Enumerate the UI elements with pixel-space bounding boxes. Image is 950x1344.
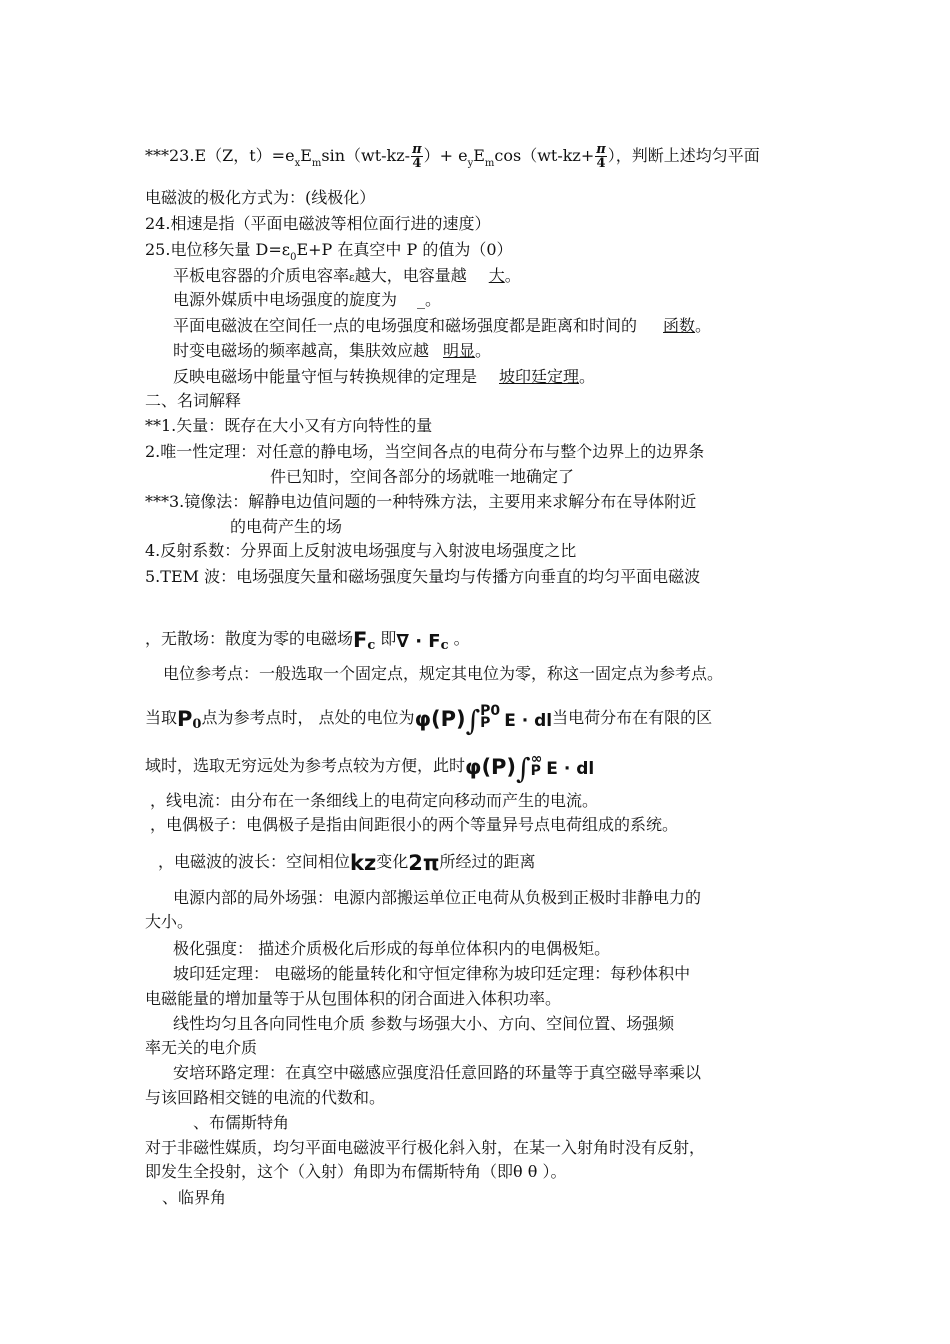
def-linear-medium-1: 线性均匀且各向同性电介质 参数与场强大小、方向、空间位置、场强频 <box>173 1014 675 1033</box>
fill-text: 。 <box>695 316 712 335</box>
def-ampere-2: 与该回路相交链的电流的代数和。 <box>145 1088 386 1107</box>
math-kz: kz <box>350 851 377 875</box>
brewster-title: 、布儒斯特角 <box>193 1113 290 1132</box>
q23-sub-m: m <box>484 158 495 169</box>
q23-line1 <box>145 143 760 170</box>
fill-answer: 坡印廷定理 <box>499 367 580 386</box>
def-dipole: ，电偶极子：电偶极子是指由间距很小的两个等量异号点电荷组成的系统。 <box>150 815 679 834</box>
q25-text: E+P 在真空中 P 的值为（0） <box>296 240 513 259</box>
def-image-method-2: 的电荷产生的场 <box>230 517 343 536</box>
brewster-1: 对于非磁性媒质，均匀平面电磁波平行极化斜入射，在某一入射角时没有反射， <box>145 1138 706 1157</box>
fill-curl <box>173 290 441 310</box>
def-uniqueness-2: 件已知时，空间各部分的场就唯一地确定了 <box>270 467 575 486</box>
def-text: 所经过的距离 <box>439 852 536 871</box>
fill-answer: _ <box>417 290 426 309</box>
section-heading: 二、名词解释 <box>145 391 242 410</box>
math-F: F <box>353 628 368 652</box>
def-uniqueness-1: 2.唯一性定理：对任意的静电场，当空间各点的电荷分布与整个边界上的边界条 <box>145 442 705 461</box>
integral-icon: ∫ <box>516 752 531 785</box>
q23-text: E <box>473 146 485 165</box>
fill-text: 。 <box>579 367 596 386</box>
q25-text: 25.电位移矢量 D=ε <box>145 240 291 259</box>
epsilon-symbol: ε <box>349 271 355 284</box>
brewster-2: 即发生全投射，这个（入射）角即为布儒斯特角（即θ θ ）。 <box>145 1162 567 1181</box>
frac-num: π <box>596 142 606 157</box>
math-sub-c: c <box>440 638 449 653</box>
fill-text: 。 <box>504 266 521 285</box>
math-sub-c: c <box>367 638 376 653</box>
fill-text: 电源外媒质中电场强度的旋度为 <box>173 290 398 309</box>
q23-text: sin（wt-kz- <box>321 146 411 165</box>
math-P: P <box>177 707 193 731</box>
math-integrand: E · dl <box>504 711 553 731</box>
math-sub-0: 0 <box>192 717 202 732</box>
fill-answer: 函数 <box>663 316 696 335</box>
def-linear-medium-2: 率无关的电介质 <box>145 1038 258 1057</box>
def-tem: 5.TEM 波：电场强度矢量和磁场强度矢量均与传播方向垂直的均匀平面电磁波 <box>145 567 701 586</box>
fill-text: 越大，电容量越 <box>354 266 467 285</box>
lower-limit: P <box>480 715 491 731</box>
frac-den: 4 <box>596 156 606 171</box>
lower-limit: P <box>530 763 541 779</box>
integral-limits <box>480 705 500 729</box>
def-image-method-1: ***3.镜像法：解静电边值问题的一种特殊方法，主要用来求解分布在导体附近 <box>145 492 697 511</box>
upper-limit: P0 <box>480 703 501 719</box>
fill-text: 反映电磁场中能量守恒与转换规律的定理是 <box>173 367 478 386</box>
def-wavelength <box>158 852 535 873</box>
fill-text: 平面电磁波在空间任一点的电场强度和磁场强度都是距离和时间的 <box>173 316 638 335</box>
def-poynting-1: 坡印廷定理： 电磁场的能量转化和守恒定律称为坡印廷定理：每秒体积中 <box>173 964 691 983</box>
pi-over-4-fraction <box>411 143 423 170</box>
q23-sub-y: y <box>467 158 474 169</box>
pi-over-4-fraction <box>595 143 607 170</box>
q23-sub-m: m <box>311 158 322 169</box>
q25 <box>145 240 513 263</box>
q23-text: ）+ e <box>423 146 468 165</box>
def-solenoidal <box>145 629 470 652</box>
fill-text: 平板电容器的介质电容率 <box>173 266 350 285</box>
def-text: 域时，选取无穷远处为参考点较为方便，此时 <box>145 756 466 775</box>
def-poynting-2: 电磁能量的增加量等于从包围体积的闭合面进入体积功率。 <box>145 989 562 1008</box>
def-polarization: 极化强度： 描述介质极化后形成的每单位体积内的电偶极矩。 <box>173 939 611 958</box>
math-phi-P: φ(P) <box>414 707 466 731</box>
q23-text: E <box>300 146 312 165</box>
def-text: 当取 <box>145 708 178 727</box>
integral-limits <box>531 753 543 777</box>
math-integrand: E · dl <box>546 759 595 779</box>
math-phi-P: φ(P) <box>465 755 517 779</box>
fill-poynting <box>173 367 595 387</box>
def-ampere-1: 安培环路定理：在真空中磁感应强度沿任意回路的环量等于真空磁导率乘以 <box>173 1063 702 1082</box>
ref-point-3 <box>145 751 595 785</box>
def-local-field-2: 大小。 <box>145 912 194 931</box>
fill-answer: 明显 <box>443 341 476 360</box>
upper-limit: ∞ <box>530 751 543 767</box>
def-text: 当电荷分布在有限的区 <box>552 708 713 727</box>
q23-line2: 电磁波的极化方式为：(线极化） <box>145 188 376 207</box>
def-line-current: ，线电流：由分布在一条细线上的电荷定向移动而产生的电流。 <box>150 791 599 810</box>
def-text: 点为参考点时， 点处的电位为 <box>201 708 415 727</box>
fill-text: 。 <box>425 290 442 309</box>
q24: 24.相速是指（平面电磁波等相位面行进的速度） <box>145 214 491 233</box>
fill-text: 。 <box>475 341 492 360</box>
q23-sub-x: x <box>294 158 301 169</box>
q23-text: ），判断上述均匀平面 <box>607 146 760 165</box>
fill-function <box>173 316 711 336</box>
fill-answer: 大 <box>488 266 505 285</box>
fill-capacitor <box>173 266 521 288</box>
def-local-field-1: 电源内部的局外场强：电源内部搬运单位正电荷从负极到正极时非静电力的 <box>173 888 702 907</box>
def-text: 即 <box>375 629 397 648</box>
ref-point-1: 电位参考点：一般选取一个固定点，规定其电位为零，称这一固定点为参考点。 <box>163 664 724 683</box>
q23-text: ***23.E（Z，t）=e <box>145 146 295 165</box>
fill-text: 时变电磁场的频率越高，集肤效应越 <box>173 341 430 360</box>
q25-sub-0: 0 <box>290 252 297 263</box>
math-div-F: ∇ · F <box>396 631 441 652</box>
def-text: ，电磁波的波长：空间相位 <box>158 852 351 871</box>
def-reflection: 4.反射系数：分界面上反射波电场强度与入射波电场强度之比 <box>145 541 577 560</box>
def-text: ，无散场：散度为零的电磁场 <box>145 629 354 648</box>
frac-num: π <box>412 142 422 157</box>
q23-text: cos（wt-kz+ <box>494 146 595 165</box>
def-vector: **1.矢量：既存在大小又有方向特性的量 <box>145 416 433 435</box>
ref-point-2 <box>145 703 713 737</box>
integral-icon: ∫ <box>465 704 481 737</box>
frac-den: 4 <box>412 156 422 171</box>
fill-skin-effect <box>173 341 491 361</box>
critical-title: 、临界角 <box>162 1188 227 1207</box>
math-2pi: 2π <box>408 851 440 875</box>
def-text: 。 <box>448 629 470 648</box>
def-text: 变化 <box>376 852 409 871</box>
